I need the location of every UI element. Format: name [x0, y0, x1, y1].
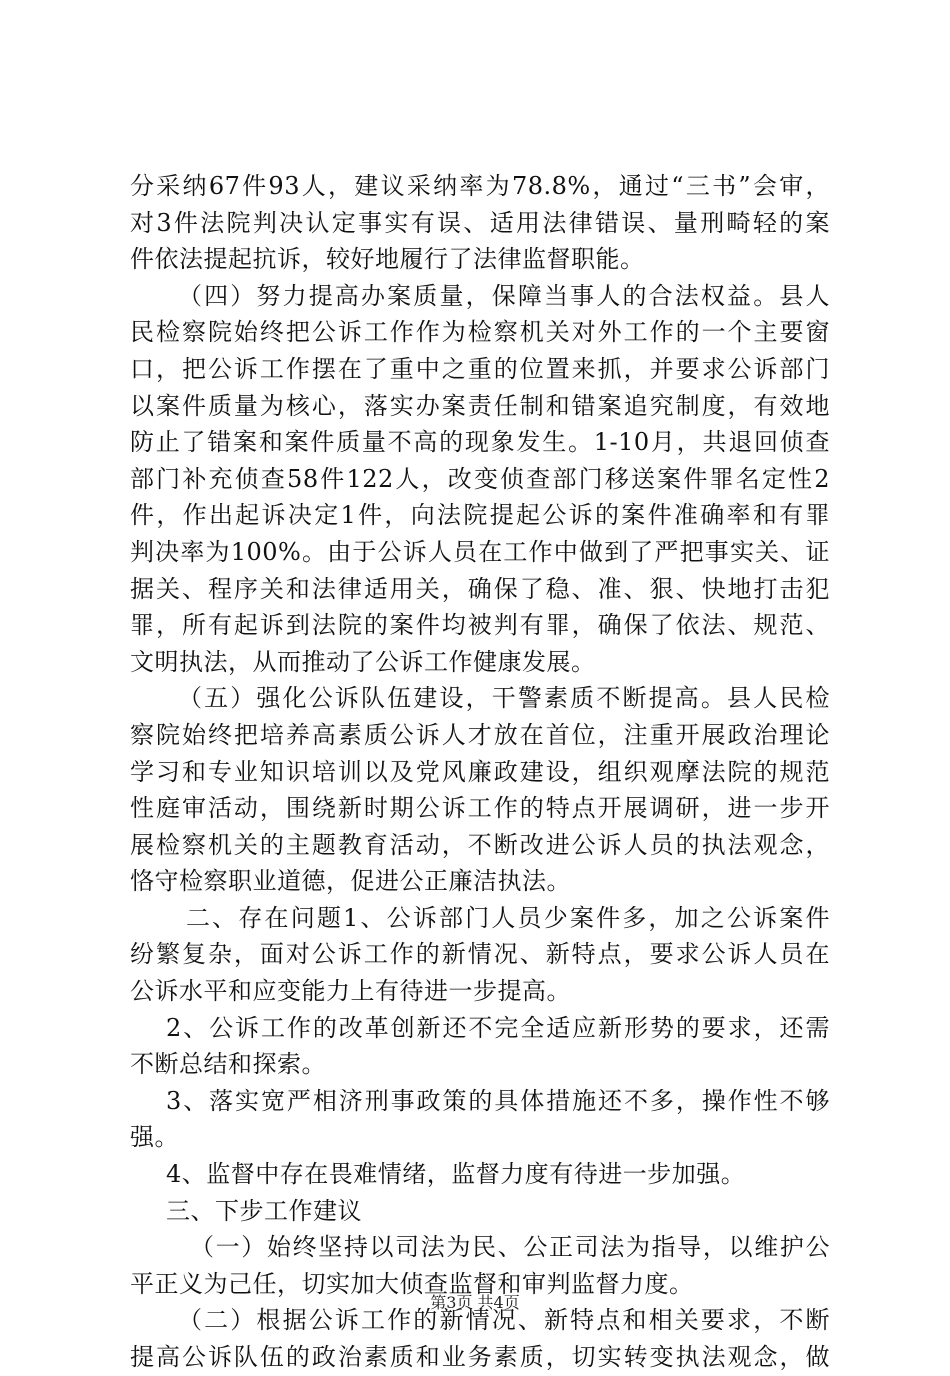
section-heading-2: 二、存在问题1、公诉部门人员少案件多，加之公诉案件	[186, 903, 830, 932]
text-line: 公诉水平和应变能力上有待进一步提高。	[130, 977, 571, 1006]
text-line: 部门补充侦查58件122人，改变侦查部门移送案件罪名定性2	[130, 464, 830, 493]
text-line: 件依法提起抗诉，较好地履行了法律监督职能。	[130, 245, 645, 274]
text-line: 民检察院始终把公诉工作作为检察机关对外工作的一个主要窗	[130, 318, 830, 347]
text-line: 恪守检察职业道德，促进公正廉洁执法。	[130, 867, 571, 896]
text-line: 纷繁复杂，面对公诉工作的新情况、新特点，要求公诉人员在	[130, 940, 830, 969]
text-line: 平正义为己任，切实加大侦查监督和审判监督力度。	[130, 1269, 694, 1298]
text-line: 察院始终把培养高素质公诉人才放在首位，注重开展政治理论	[130, 720, 830, 749]
list-item-4: 4、监督中存在畏难情绪，监督力度有待进一步加强。	[166, 1160, 746, 1189]
section-heading-3: 三、下步工作建议	[166, 1196, 362, 1225]
paragraph-heading-2: （二）根据公诉工作的新情况、新特点和相关要求，不断	[178, 1306, 830, 1335]
text-line: 学习和专业知识培训以及党风廉政建设，组织观摩法院的规范	[130, 757, 830, 786]
text-line: 口，把公诉工作摆在了重中之重的位置来抓，并要求公诉部门	[130, 354, 830, 383]
text-line: 罪，所有起诉到法院的案件均被判有罪，确保了依法、规范、	[130, 611, 830, 640]
paragraph-heading-5: （五）强化公诉队伍建设，干警素质不断提高。县人民检	[178, 684, 830, 713]
text-line: 防止了错案和案件质量不高的现象发生。1-10月，共退回侦查	[130, 428, 830, 457]
page-number-footer: 第3页 共4页	[430, 1293, 520, 1312]
text-line: 件，作出起诉决定1件，向法院提起公诉的案件准确率和有罪	[130, 501, 830, 530]
text-line: 不断总结和探索。	[130, 1050, 326, 1079]
paragraph-heading-1: （一）始终坚持以司法为民、公正司法为指导，以维护公	[190, 1233, 830, 1262]
text-line: 对3件法院判决认定事实有误、适用法律错误、量刑畸轻的案	[130, 208, 830, 237]
text-line: 判决率为100%。由于公诉人员在工作中做到了严把事实关、证	[130, 537, 830, 566]
text-line: 展检察机关的主题教育活动，不断改进公诉人员的执法观念，	[130, 830, 830, 859]
text-line: 性庭审活动，围绕新时期公诉工作的特点开展调研，进一步开	[130, 794, 830, 823]
list-item-2: 2、公诉工作的改革创新还不完全适应新形势的要求，还需	[166, 1013, 830, 1042]
text-line: 据关、程序关和法律适用关，确保了稳、准、狠、快地打击犯	[130, 574, 830, 603]
text-line: 文明执法，从而推动了公诉工作健康发展。	[130, 647, 596, 676]
text-line: 以案件质量为核心，落实办案责任制和错案追究制度，有效地	[130, 391, 830, 420]
text-line: 提高公诉队伍的政治素质和业务素质，切实转变执法观念，做	[130, 1343, 830, 1371]
text-line: 强。	[130, 1123, 179, 1152]
list-item-3: 3、落实宽严相济刑事政策的具体措施还不多，操作性不够	[166, 1086, 830, 1115]
paragraph-heading-4: （四）努力提高办案质量，保障当事人的合法权益。县人	[178, 281, 830, 310]
document-body	[130, 168, 830, 1376]
text-line: 分采纳67件93人，建议采纳率为78.8%，通过“三书”会审，	[130, 172, 830, 200]
